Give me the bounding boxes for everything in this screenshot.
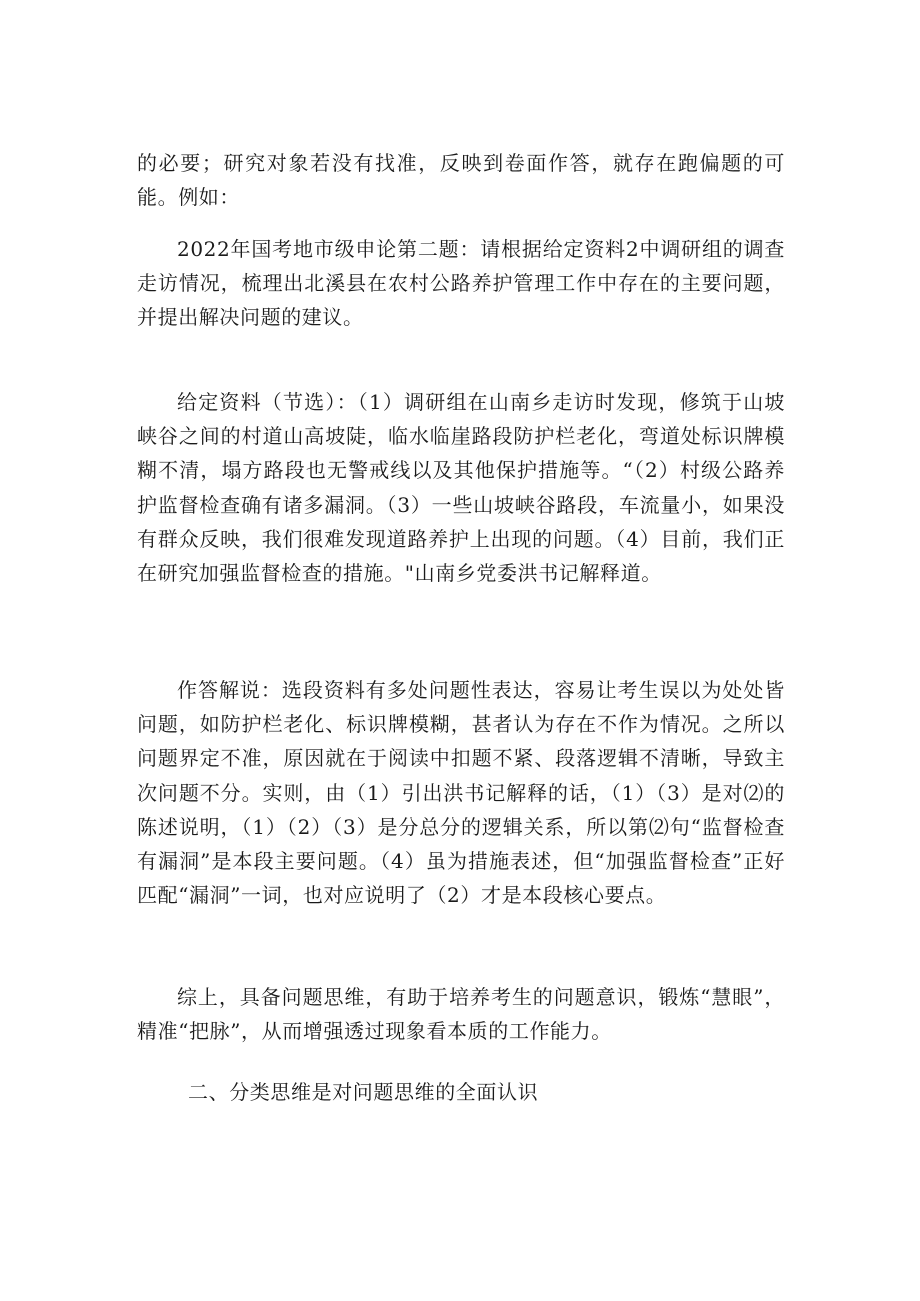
paragraph-summary: 综上，具备问题思维，有助于培养考生的问题意识，锻炼“慧眼”，精准“把脉”，从而增强透过现象看本质的工作能力。 — [137, 985, 785, 1044]
paragraph-exam-question: 2022年国考地市级申论第二题：请根据给定资料2中调研组的调查走访情况，梳理出北溪县在农村公路养护管理工作中存在的主要问题，并提出解决问题的建议。 — [137, 237, 785, 330]
paragraph-given-material: 给定资料（节选）：（1）调研组在山南乡走访时发现，修筑于山坡峡谷之间的村道山高坡陡，临水临崖路段防护栏老化，弯道处标识牌模糊不清，塌方路段也无警戒线以及其他保护措施等。“（2）村级公路养护监督检查确有诸多漏洞。（3）一些山坡峡谷路段，车流量小，如果没有群众反映，我们很难发现道路养护上出现的问题。（4）目前，我们正在研究加强监督检查的措施。"山南乡党委洪书记解释道。 — [137, 390, 785, 586]
paragraph-answer-explanation: 作答解说：选段资料有多处问题性表达，容易让考生误以为处处皆问题，如防护栏老化、标识牌模糊，甚者认为存在不作为情况。之所以问题界定不准，原因就在于阅读中扣题不紧、段落逻辑不清晰，导致主次问题不分。实则，由（1）引出洪书记解释的话，（1）（3）是对⑵的陈述说明，（1）（2）（3）是分总分的逻辑关系，所以第⑵句“监督检查有漏洞”是本段主要问题。（4）虽为措施表述，但“加强监督检查”正好匹配“漏洞”一词，也对应说明了（2）才是本段核心要点。 — [137, 678, 785, 908]
section-heading: 二、分类思维是对问题思维的全面认识 — [188, 1080, 539, 1104]
paragraph-continuation: 的必要；研究对象若没有找准，反映到卷面作答，就存在跑偏题的可能。例如： — [137, 151, 785, 210]
